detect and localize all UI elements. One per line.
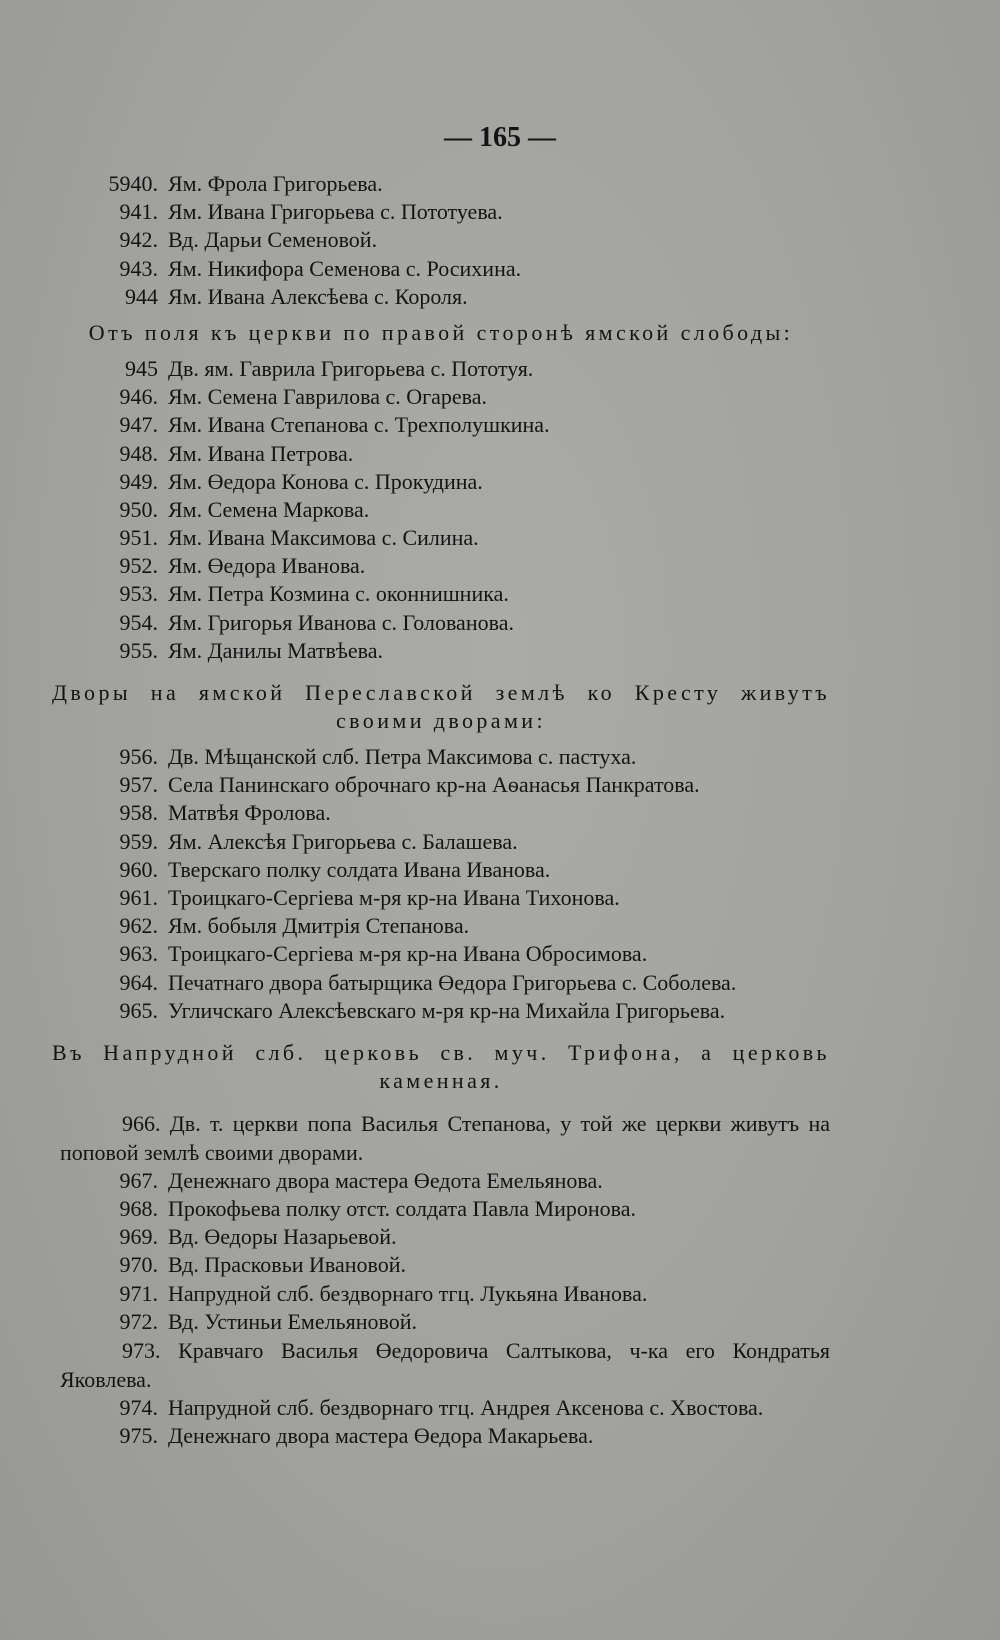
list-item xyxy=(0,226,1000,254)
entry-text: Ям. Ивана Алексѣева с. Короля. xyxy=(168,283,468,309)
entry-number: 971. xyxy=(119,1280,158,1306)
entry-number: 965. xyxy=(119,997,158,1023)
list-item xyxy=(0,580,1000,608)
entry-paragraph: 973. Кравчаго Василья Өедоровича Салтыкова, ч-ка его Кондратья Яковлева. xyxy=(60,1338,830,1392)
list-item xyxy=(0,170,1000,198)
entry-number: 946. xyxy=(119,384,158,410)
list-item xyxy=(0,1394,1000,1422)
entry-text: Ям. Өедора Конова с. Прокудина. xyxy=(168,468,483,494)
list-item xyxy=(0,799,1000,827)
entry-text: Вд. Устиньи Емельяновой. xyxy=(168,1308,418,1334)
list-item xyxy=(0,884,1000,912)
entry-number: 941. xyxy=(119,199,158,225)
list-item xyxy=(0,940,1000,968)
list-item xyxy=(0,743,1000,771)
entry-number: 942. xyxy=(119,227,158,253)
entry-number: 951. xyxy=(119,525,158,551)
entry-text: Ям. Григорья Иванова с. Голованова. xyxy=(168,609,514,635)
entry-number: 970. xyxy=(119,1252,158,1278)
entry-number: 974. xyxy=(119,1395,158,1420)
entry-number: 945 xyxy=(125,355,158,381)
list-item xyxy=(0,496,1000,524)
list-item xyxy=(0,1167,1000,1195)
entry-number: 957. xyxy=(119,772,158,798)
entry-text: Ям. Никифора Семенова с. Росихина. xyxy=(168,255,522,281)
list-item xyxy=(0,997,1000,1025)
entry-number: 943. xyxy=(119,255,158,281)
entry-number: 954. xyxy=(119,609,158,635)
entry-list-3 xyxy=(0,743,1000,1025)
entry-text: Напрудной слб. бездворнаго тгц. Андрея Аксенова с. Хвостова. xyxy=(168,1395,764,1420)
entry-paragraph: 966. Дв. т. церкви попа Василья Степанова, у той же церкви живутъ на поповой землѣ своими дворами. xyxy=(60,1110,830,1165)
entry-text: Троицкаго-Сергіева м-ря кр-на Ивана Тихонова. xyxy=(168,884,620,910)
entry-text: Денежнаго двора мастера Өедота Емельянова. xyxy=(168,1167,603,1193)
list-item xyxy=(0,1109,1000,1167)
entry-number: 949. xyxy=(119,468,158,494)
list-item xyxy=(0,856,1000,884)
entry-number: 958. xyxy=(119,800,158,826)
entry-number: 968. xyxy=(119,1196,158,1222)
entry-text: Ям. Өедора Иванова. xyxy=(168,553,366,579)
list-item xyxy=(0,355,1000,383)
section-heading: Въ Напрудной слб. церковь св. муч. Трифона, а церковь каменная. xyxy=(52,1039,830,1093)
entry-text: Ям. Ивана Максимова с. Силина. xyxy=(168,525,479,551)
list-item xyxy=(0,524,1000,552)
entry-number: 972. xyxy=(119,1308,158,1334)
list-item xyxy=(0,1223,1000,1251)
entry-text: Ям. Данилы Матвѣева. xyxy=(168,637,384,663)
entry-list-2 xyxy=(0,355,1000,665)
list-item xyxy=(0,198,1000,226)
entry-text: Ям. Ивана Григорьева с. Пототуева. xyxy=(168,199,503,225)
entry-number: 944 xyxy=(125,283,158,309)
list-item xyxy=(0,1422,1000,1450)
entry-number: 975. xyxy=(119,1423,158,1449)
entry-text: Ям. Семена Гаврилова с. Огарева. xyxy=(168,384,488,410)
page-number: — 165 — xyxy=(444,122,556,153)
list-item xyxy=(0,283,1000,311)
entry-number: 964. xyxy=(119,969,158,995)
entry-number: 956. xyxy=(119,744,158,769)
page-content xyxy=(0,170,1000,1450)
list-item xyxy=(0,912,1000,940)
entry-number: 959. xyxy=(119,828,158,854)
section-heading: Отъ поля къ церкви по правой сторонѣ ямской слободы: xyxy=(88,319,794,345)
entry-text: Ям. Петра Козмина с. оконнишника. xyxy=(168,581,509,607)
entry-number: 953. xyxy=(119,581,158,607)
list-item xyxy=(0,1251,1000,1279)
list-item xyxy=(0,468,1000,496)
entry-text: Матвѣя Фролова. xyxy=(168,800,331,826)
entry-text: Вд. Дарьи Семеновой. xyxy=(168,227,378,253)
entry-text: Вд. Прасковьи Ивановой. xyxy=(168,1252,407,1278)
entry-text: Дв. Мѣщанской слб. Петра Максимова с. пастуха. xyxy=(168,744,637,769)
entry-list-4 xyxy=(0,1109,1000,1451)
entry-text: Вд. Өедоры Назарьевой. xyxy=(168,1224,397,1250)
list-item xyxy=(0,1308,1000,1336)
list-item xyxy=(0,440,1000,468)
entry-text: Тверскаго полку солдата Ивана Иванова. xyxy=(168,856,551,882)
entry-number: 5940. xyxy=(108,171,158,196)
entry-number: 950. xyxy=(119,496,158,522)
entry-number: 963. xyxy=(119,941,158,967)
entry-text: Денежнаго двора мастера Өедора Макарьева. xyxy=(168,1423,594,1449)
entry-text: Троицкаго-Сергіева м-ря кр-на Ивана Обросимова. xyxy=(168,941,648,967)
entry-text: Ям. Алексѣя Григорьева с. Балашева. xyxy=(168,828,518,854)
list-item xyxy=(0,771,1000,799)
section-heading: Дворы на ямской Переславской землѣ ко Кресту живутъ своими дворами: xyxy=(52,680,830,733)
entry-text: Ям. Ивана Петрова. xyxy=(168,440,354,466)
list-item xyxy=(0,1336,1000,1394)
entry-list-1 xyxy=(0,170,1000,311)
entry-text: Ям. бобыля Дмитрія Степанова. xyxy=(168,913,470,939)
entry-text: Ям. Семена Маркова. xyxy=(168,496,370,522)
entry-text: Напрудной слб. бездворнаго тгц. Лукьяна Иванова. xyxy=(168,1280,648,1306)
entry-number: 955. xyxy=(119,637,158,663)
entry-number: 947. xyxy=(119,412,158,438)
list-item xyxy=(0,383,1000,411)
entry-text: Села Панинскаго оброчнаго кр-на Аѳанасья Панкратова. xyxy=(168,772,700,798)
list-item xyxy=(0,969,1000,997)
list-item xyxy=(0,609,1000,637)
list-item xyxy=(0,1195,1000,1223)
entry-text: Угличскаго Алексѣевскаго м-ря кр-на Михайла Григорьева. xyxy=(168,997,726,1023)
list-item xyxy=(0,552,1000,580)
entry-number: 960. xyxy=(119,856,158,882)
list-item xyxy=(0,637,1000,665)
entry-text: Ям. Фрола Григорьева. xyxy=(168,171,383,196)
list-item xyxy=(0,255,1000,283)
entry-number: 969. xyxy=(119,1224,158,1250)
list-item xyxy=(0,1280,1000,1308)
entry-text: Дв. ям. Гаврила Григорьева с. Пототуя. xyxy=(168,355,534,381)
entry-number: 961. xyxy=(119,884,158,910)
entry-number: 962. xyxy=(119,913,158,939)
entry-number: 948. xyxy=(119,440,158,466)
entry-text: Печатнаго двора батырщика Өедора Григорьева с. Соболева. xyxy=(168,969,737,995)
entry-text: Прокофьева полку отст. солдата Павла Миронова. xyxy=(168,1196,636,1222)
entry-number: 952. xyxy=(119,553,158,579)
list-item xyxy=(0,411,1000,439)
entry-text: Ям. Ивана Степанова с. Трехполушкина. xyxy=(168,412,550,438)
entry-number: 967. xyxy=(119,1167,158,1193)
list-item xyxy=(0,828,1000,856)
